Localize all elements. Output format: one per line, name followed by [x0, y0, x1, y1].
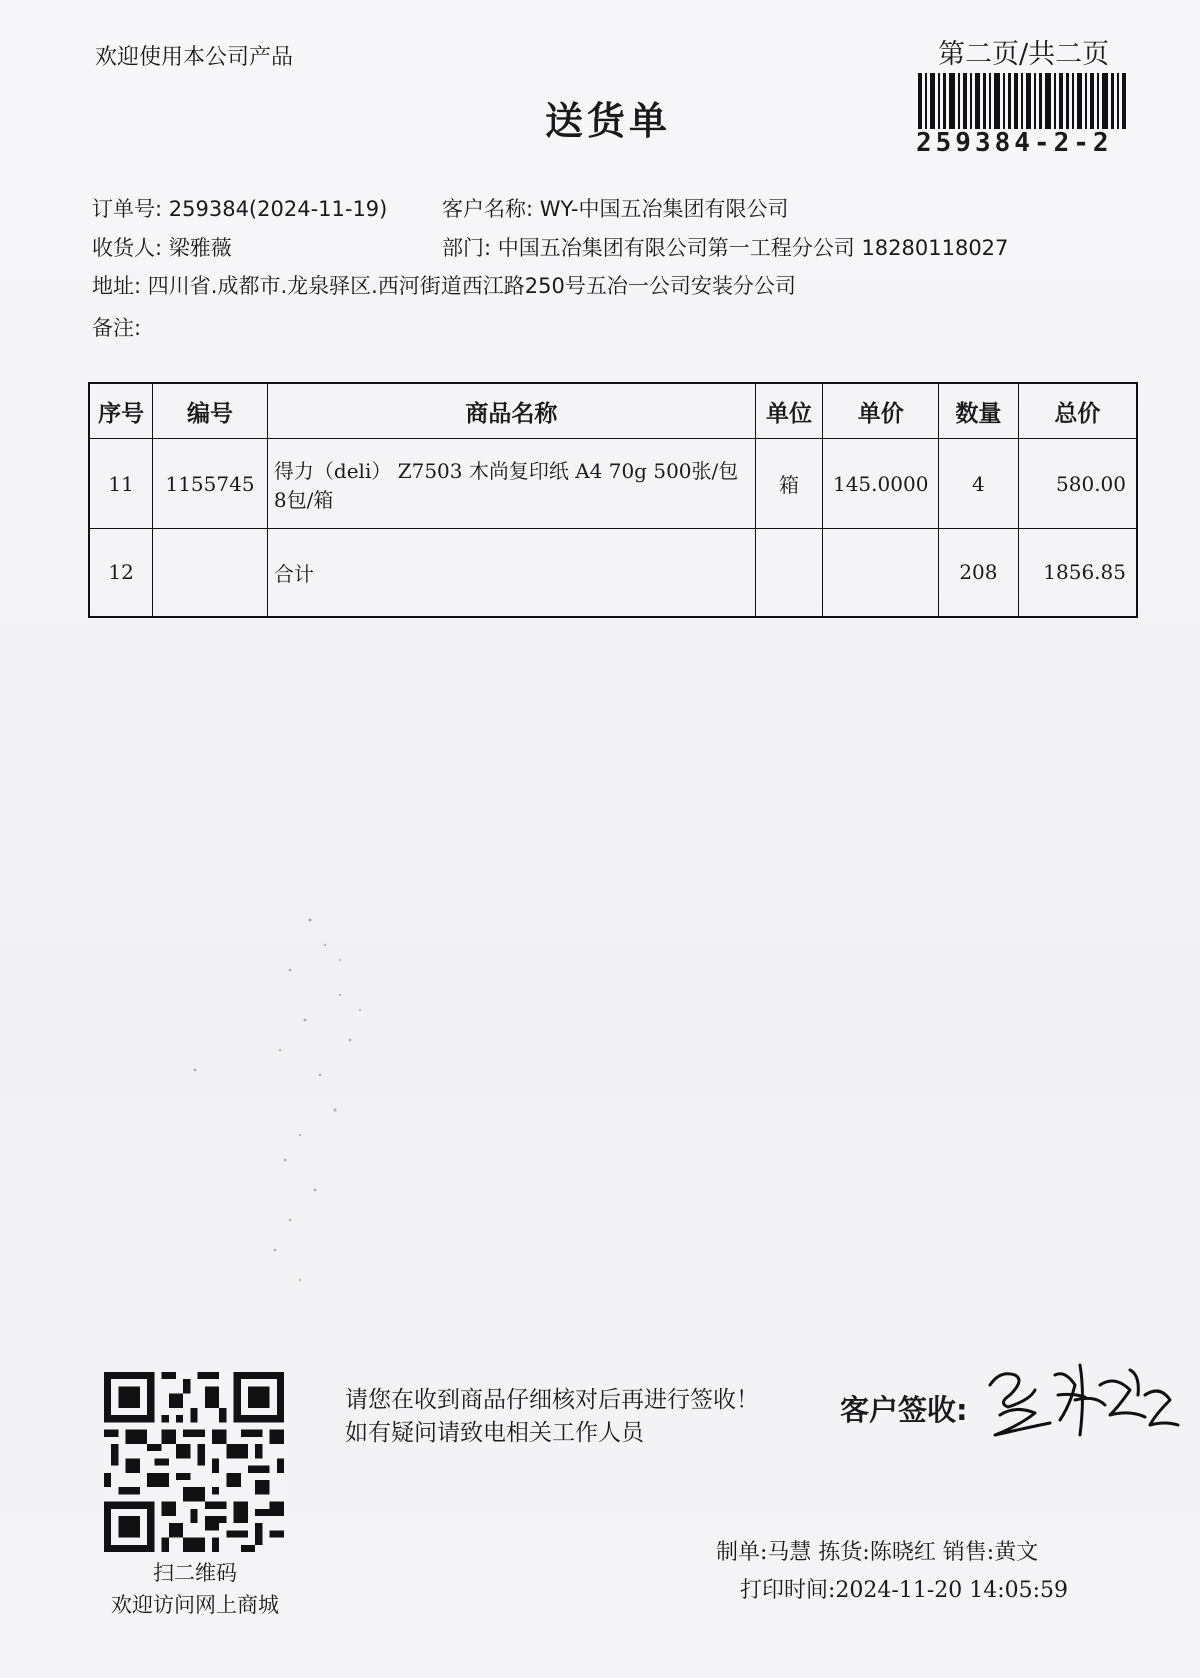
table-header-row — [89, 383, 1137, 439]
qr-caption — [90, 1557, 300, 1621]
cell-seq: 12 — [89, 529, 153, 617]
welcome-text: 欢迎使用本公司产品 — [95, 45, 294, 70]
order-number-row — [92, 193, 387, 223]
cell-quantity: 4 — [939, 439, 1019, 529]
order-number-value: 259384(2024-11-19) — [168, 197, 388, 221]
staff-info: 制单:马慧 拣货:陈晓红 销售:黄文 — [716, 1540, 1039, 1565]
cell-unit-price — [823, 529, 939, 617]
cell-quantity: 208 — [939, 529, 1019, 617]
document-title: 送货单 — [545, 99, 672, 143]
qr-code-image — [104, 1372, 284, 1552]
qr-caption-line-1: 扫二维码 — [153, 1561, 237, 1585]
items-table — [88, 382, 1138, 618]
header-quantity: 数量 — [939, 383, 1019, 439]
department-row — [442, 232, 1008, 262]
department-label: 部门: — [442, 236, 492, 260]
cell-unit — [755, 529, 823, 617]
cell-code — [153, 529, 268, 617]
table-row-total — [89, 529, 1137, 617]
cell-product-name: 合计 — [267, 529, 755, 617]
address-row — [92, 270, 796, 300]
order-number-label: 订单号: — [92, 197, 163, 221]
department-value: 中国五冶集团有限公司第一工程分公司 18280118027 — [497, 236, 1009, 260]
print-time: 打印时间:2024-11-20 14:05:59 — [740, 1578, 1069, 1603]
page-info: 第二页/共二页 — [938, 39, 1110, 70]
handwritten-signature — [980, 1345, 1180, 1455]
product-name-line-1: 得力（deli） Z7503 木尚复印纸 A4 70g 500张/包 — [273, 458, 739, 483]
print-specks — [190, 900, 410, 1320]
barcode-image — [918, 73, 1126, 129]
check-notice: 请您在收到商品仔细核对后再进行签收！如有疑问请致电相关工作人员 — [345, 1387, 759, 1446]
product-name-line-2: 8包/箱 — [273, 487, 334, 512]
cell-total: 580.00 — [1018, 439, 1137, 529]
cell-total: 1856.85 — [1018, 529, 1137, 617]
address-label: 地址: — [92, 274, 142, 298]
header-product-name: 商品名称 — [267, 383, 755, 439]
remark-row — [92, 312, 141, 342]
cell-unit-price: 145.0000 — [823, 439, 939, 529]
customer-value: WY-中国五冶集团有限公司 — [539, 197, 789, 221]
header-unit-price: 单价 — [823, 383, 939, 439]
remark-label: 备注: — [92, 316, 142, 340]
barcode-number: 259384-2-2 — [916, 128, 1113, 158]
cell-product-name — [267, 439, 755, 529]
header-unit: 单位 — [755, 383, 823, 439]
customer-label: 客户名称: — [442, 197, 534, 221]
receiver-label: 收货人: — [92, 236, 163, 260]
qr-caption-line-2: 欢迎访问网上商城 — [111, 1593, 279, 1617]
address-value: 四川省.成都市.龙泉驿区.西河街道西江路250号五冶一公司安装分公司 — [147, 274, 796, 298]
receiver-value: 梁雅薇 — [168, 236, 232, 260]
header-seq: 序号 — [89, 383, 153, 439]
customer-row — [442, 193, 788, 223]
cell-code: 1155745 — [153, 439, 268, 529]
header-code: 编号 — [153, 383, 268, 439]
cell-unit: 箱 — [755, 439, 823, 529]
customer-sign-label: 客户签收: — [840, 1393, 968, 1427]
table-row — [89, 439, 1137, 529]
header-total: 总价 — [1018, 383, 1137, 439]
cell-seq: 11 — [89, 439, 153, 529]
receiver-row — [92, 232, 232, 262]
